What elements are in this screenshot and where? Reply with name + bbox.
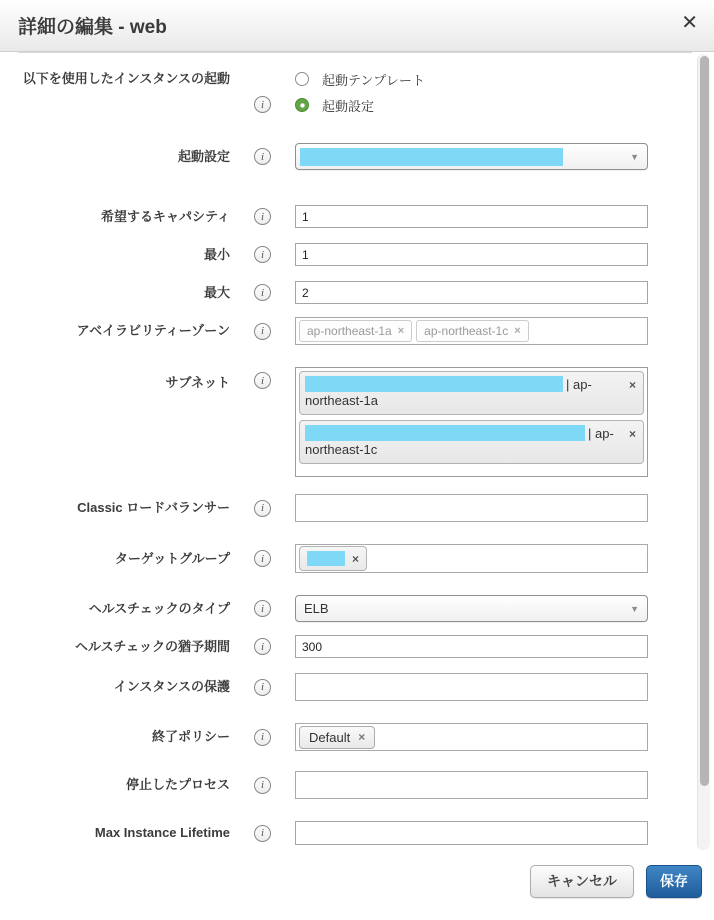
field-label-termination-policies: 終了ポリシー [151,729,230,744]
launch-type-radio-group [295,66,648,118]
info-glyph: i [260,374,265,387]
az-tag [299,320,412,342]
radio-label: 起動設定 [322,98,375,114]
field-row-launch-config [18,143,692,170]
info-icon[interactable] [254,777,271,794]
info-icon[interactable] [254,600,271,617]
scrollbar-thumb[interactable] [700,56,709,786]
field-label-subnets: サブネット [165,375,230,390]
radio-launch-template[interactable] [295,66,648,92]
info-icon[interactable] [254,148,271,165]
info-glyph: i [260,150,265,163]
field-row-availability-zones [18,317,692,345]
remove-tag-icon[interactable]: × [352,551,360,566]
subnet-tag-suffix: | ap- [588,425,614,441]
field-row-health-check-grace [18,635,692,658]
termination-policy-tag-label: Default [309,729,351,745]
info-icon[interactable] [254,638,271,655]
health-check-type-select[interactable] [295,595,648,622]
field-label-health-check-type: ヘルスチェックのタイプ [88,600,230,616]
selected-option-label: ELB [304,601,329,616]
field-row-health-check-type [18,595,692,622]
min-input[interactable] [295,243,648,266]
az-tag-label: ap-northeast-1a [307,324,392,338]
info-glyph: i [260,248,265,261]
save-button[interactable]: 保存 [646,865,702,898]
redacted-value [307,551,345,566]
remove-tag-icon[interactable]: × [628,427,636,441]
field-row-instance-protection [18,673,692,701]
redacted-value [305,376,563,392]
info-glyph: i [260,827,265,839]
info-icon[interactable] [254,284,271,301]
subnet-tag [299,371,644,415]
termination-policies-input[interactable] [295,723,648,751]
field-label-launch-using: 以下を使用したインスタンスの起動 [22,71,230,86]
info-glyph: i [260,779,265,791]
info-glyph: i [260,325,265,337]
subnet-tag-line2: northeast-1a [305,393,378,408]
remove-tag-icon[interactable]: × [358,730,366,744]
info-glyph: i [260,602,265,615]
target-groups-input[interactable] [295,544,648,573]
info-icon[interactable] [254,825,271,842]
max-instance-lifetime-input[interactable] [295,821,648,845]
info-glyph: i [260,731,265,743]
cancel-button[interactable]: キャンセル [530,865,634,898]
field-row-max [18,281,692,304]
info-icon[interactable] [254,208,271,225]
availability-zones-input[interactable] [295,317,648,345]
field-label-min: 最小 [203,246,230,262]
info-glyph: i [260,552,265,565]
subnet-tag-line2: northeast-1c [305,442,378,457]
field-row-termination-policies [18,723,692,751]
field-label-classic-lb: Classic ロードバランサー [77,500,230,515]
radio-label: 起動テンプレート [322,72,425,88]
field-label-launch-config: 起動設定 [177,148,230,164]
chevron-down-icon: ▼ [630,151,639,162]
health-check-grace-input[interactable] [295,635,648,658]
subnets-input[interactable] [295,367,648,477]
field-row-launch-using [18,66,692,118]
modal-footer [0,856,714,920]
radio-selected-icon[interactable] [295,98,309,112]
redacted-value [305,425,585,441]
field-label-instance-protection: インスタンスの保護 [113,679,230,694]
field-row-min [18,243,692,266]
field-row-classic-lb [18,494,692,522]
target-group-tag [299,546,367,571]
desired-capacity-input[interactable] [295,205,648,228]
radio-launch-configuration[interactable] [295,92,648,118]
az-tag-label: ap-northeast-1c [424,324,509,338]
radio-unselected-icon[interactable] [295,72,309,86]
info-icon[interactable] [254,372,271,389]
info-icon[interactable] [254,246,271,263]
classic-lb-input[interactable] [295,494,648,522]
info-glyph: i [260,681,265,693]
field-row-suspended-processes [18,771,692,799]
field-label-max: 最大 [203,284,230,300]
close-icon[interactable]: ✕ [681,12,698,34]
info-glyph: i [260,286,265,299]
instance-protection-input[interactable] [295,673,648,701]
modal-body [18,52,692,850]
subnet-tag [299,420,644,464]
info-glyph: i [260,210,265,223]
info-glyph: i [260,98,265,111]
scrollbar-track[interactable] [697,54,710,850]
field-label-health-check-grace: ヘルスチェックの猶予期間 [75,638,230,654]
suspended-processes-input[interactable] [295,771,648,799]
az-tag [416,320,528,342]
modal-header [0,0,714,52]
info-icon[interactable] [254,729,271,746]
field-label-availability-zones: アベイラビリティーゾーン [76,323,230,338]
chevron-down-icon: ▼ [630,603,639,614]
redacted-value [300,148,563,166]
termination-policy-tag [299,726,375,749]
remove-tag-icon[interactable]: × [514,325,521,337]
max-input[interactable] [295,281,648,304]
info-glyph: i [260,640,265,653]
info-icon[interactable] [254,550,271,567]
remove-tag-icon[interactable]: × [628,378,636,392]
field-label-max-instance-lifetime: Max Instance Lifetime [94,825,230,840]
field-label-desired-capacity: 希望するキャパシティ [101,208,230,224]
field-row-subnets [18,367,692,477]
info-glyph: i [260,502,265,514]
field-row-max-instance-lifetime [18,821,692,845]
subnet-tag-suffix: | ap- [566,376,592,392]
info-icon[interactable] [254,500,271,517]
info-icon[interactable] [254,323,271,340]
field-row-desired-capacity [18,205,692,228]
remove-tag-icon[interactable]: × [397,325,405,337]
field-label-target-groups: ターゲットグループ [114,550,230,566]
field-label-suspended-processes: 停止したプロセス [125,777,230,792]
field-row-target-groups [18,544,692,573]
info-icon[interactable] [254,96,271,113]
info-icon[interactable] [254,679,271,696]
launch-config-select[interactable] [295,143,648,170]
modal-title: 詳細の編集 - web [18,17,167,38]
